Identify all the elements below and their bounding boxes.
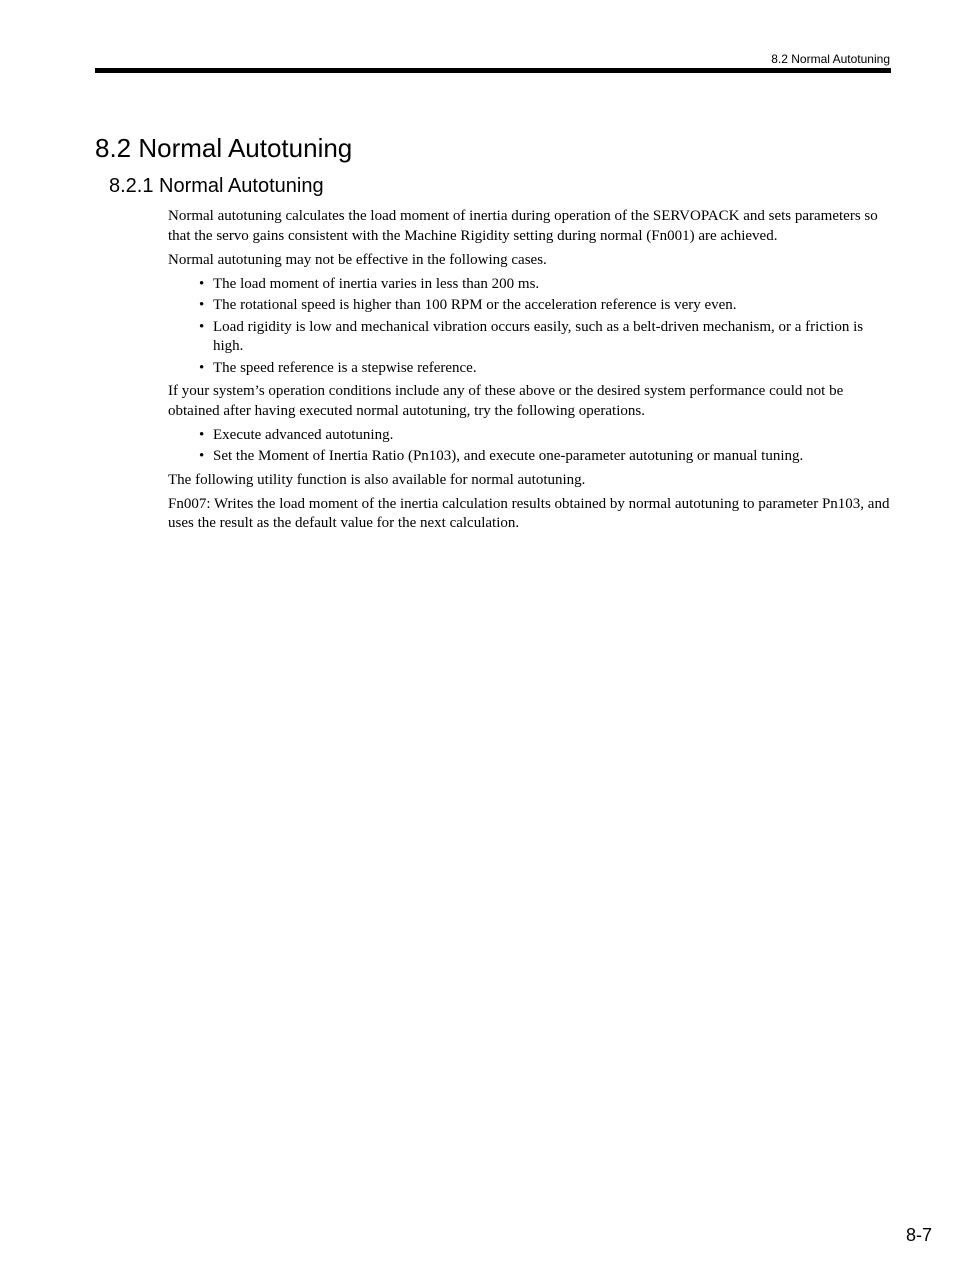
fn007-paragraph: Fn007: Writes the load moment of the inertia calculation results obtained by normal autotuning to parameter Pn103, and uses the result as the default value for the next calculation. [168,495,890,531]
intro-paragraph: Normal autotuning calculates the load moment of inertia during operation of the SERVOPACK and sets parameters so that the servo gains consistent with the Machine Rigidity setting during normal (Fn001) are achieved. [168,208,878,244]
utility-intro-paragraph: The following utility function is also available for normal autotuning. [168,471,586,488]
bullet-icon: • [199,297,205,313]
list-item-text: The load moment of inertia varies in less than 200 ms. [213,275,540,292]
bullet-icon: • [199,426,205,443]
page-number: 8-7 [905,1225,932,1245]
list-item-text: Set the Moment of Inertia Ratio (Pn103), and execute one-parameter autotuning or manual tuning. [213,448,804,464]
list-item-text: The rotational speed is higher than 100 RPM or the acceleration reference is very even. [213,297,737,313]
body-text [168,207,892,538]
bullet-icon: • [199,318,205,335]
list-item [168,296,892,316]
list-item-text: Load rigidity is low and mechanical vibration occurs easily, such as a belt-driven mechanism, or a friction is high. [213,318,864,354]
list-item-text: Execute advanced autotuning. [213,426,394,443]
running-header: 8.2 Normal Autotuning [771,52,890,66]
bullet-icon: • [199,448,205,464]
conditions-paragraph: If your system’s operation conditions include any of these above or the desired system performance could not be obtained after having executed normal autotuning, try the following operations. [168,383,844,419]
list-item [168,359,892,379]
operations-list [168,426,892,467]
subsection-title: 8.2.1 Normal Autotuning [109,175,324,197]
cases-intro-paragraph: Normal autotuning may not be effective in the following cases. [168,251,547,268]
list-item-text: The speed reference is a stepwise reference. [213,359,477,376]
cases-list [168,275,892,379]
section-title: 8.2 Normal Autotuning [95,133,353,163]
bullet-icon: • [199,359,205,376]
list-item [168,426,892,446]
list-item [168,447,892,467]
header-rule [95,68,891,73]
list-item [168,318,892,357]
list-item [168,275,892,295]
bullet-icon: • [199,275,205,292]
